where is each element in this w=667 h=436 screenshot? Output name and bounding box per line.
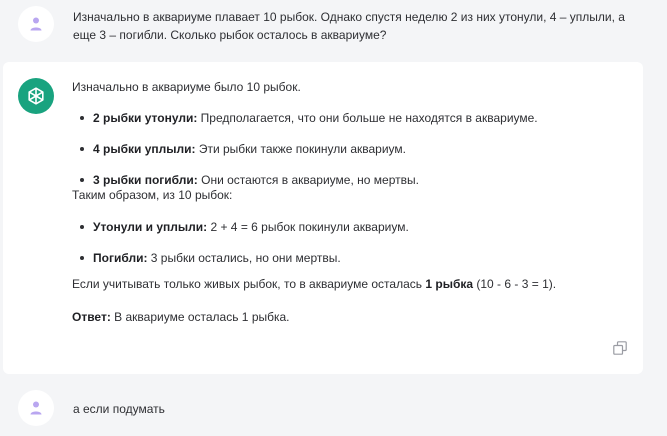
user-message-text: а если подумать [73,402,165,416]
list-item-bold: 3 рыбки погибли: [93,173,198,187]
list-item-bold: Погибли: [93,251,148,265]
person-icon [29,16,43,32]
list-item [75,141,615,157]
list-item-text: Эти рыбки также покинули аквариум. [195,142,406,156]
list-item-text: 3 рыбки остались, но они мертвы. [147,251,341,265]
list-item-text: Они остаются в аквариуме, но мертвы. [197,173,419,187]
conclusion-formula: (10 - 6 - 3 = 1). [473,277,557,291]
answer-text: В аквариуме осталась 1 рыбка. [110,310,290,324]
assistant-bullet-list-1 [75,110,615,194]
assistant-transition: Таким образом, из 10 рыбок: [72,188,233,202]
list-item-bold: 2 рыбки утонули: [93,111,198,125]
assistant-intro: Изначально в аквариуме было 10 рыбок. [72,80,301,94]
assistant-avatar [18,78,54,114]
list-item [75,250,615,266]
user-message-text-line-1: Изначально в аквариуме плавает 10 рыбок. Однако спустя неделю 2 из них утонули, 4 – уплыли, а [73,10,625,24]
list-item [75,110,615,126]
user-message-2 [0,384,667,436]
conclusion-bold: 1 рыбка [425,277,474,291]
answer-label: Ответ: [72,310,111,324]
user-message-text-line-2: еще 3 – погибли. Сколько рыбок осталось в аквариуме? [73,28,387,42]
user-avatar [18,390,54,426]
user-message-1 [0,0,667,60]
list-item-bold: 4 рыбки уплыли: [93,142,196,156]
openai-logo-icon [25,85,47,107]
list-item-text: 2 + 4 = 6 рыбок покинули аквариум. [207,220,409,234]
copy-icon [613,341,627,355]
assistant-conclusion [72,275,556,294]
user-avatar [18,6,54,42]
list-item-text: Предполагается, что они больше не находятся в аквариуме. [197,111,538,125]
conclusion-text: Если учитывать только живых рыбок, то в аквариуме осталась [72,277,426,291]
assistant-answer [72,308,290,327]
copy-button[interactable] [613,341,627,355]
list-item-bold: Утонули и уплыли: [93,220,208,234]
person-icon [29,400,43,416]
assistant-bullet-list-2 [75,219,615,272]
assistant-message-card [3,62,643,374]
list-item [75,219,615,235]
